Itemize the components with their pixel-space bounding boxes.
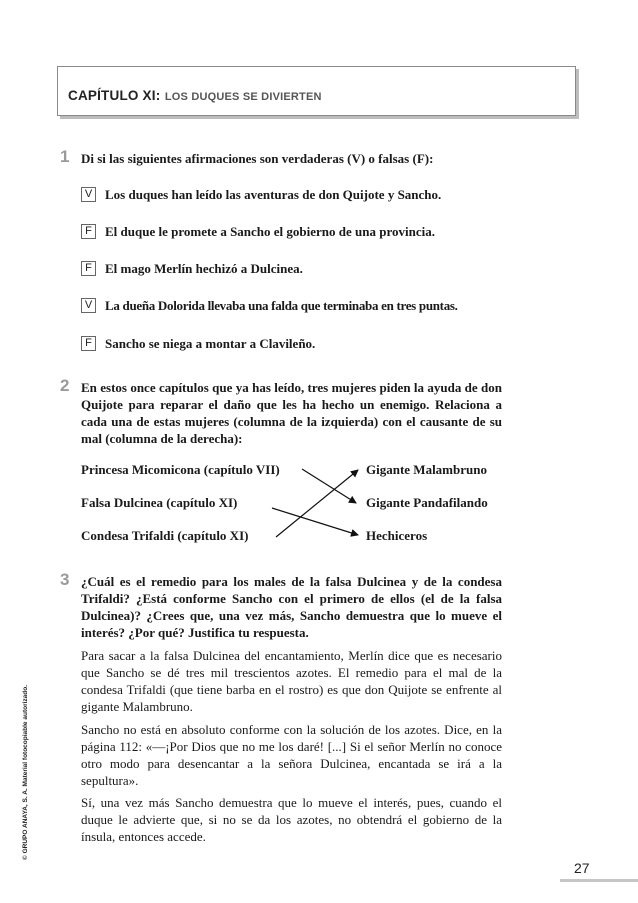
question-2-number: 2: [60, 376, 70, 395]
match-left-item: Falsa Dulcinea (capítulo XI): [81, 495, 238, 510]
tf-statement: Sancho se niega a montar a Clavileño.: [105, 336, 316, 351]
tf-answer-box: V: [81, 298, 96, 313]
answer-paragraph: Sancho no está en absoluto conforme con la solución de los azotes. Dice, en la página 112: «—¡Por Dios que no me los daré! [...] Si el señor Merlín no conoce otro modo para desencantar a la señora Dulcinea, encantada se irá a la sepultura».: [81, 722, 502, 788]
tf-statement: Los duques han leído las aventuras de don Quijote y Sancho.: [105, 187, 442, 202]
chapter-name: LOS DUQUES SE DIVIERTEN: [164, 91, 322, 103]
chapter-label: CAPÍTULO XI:: [68, 88, 161, 103]
match-arrow: [302, 469, 356, 503]
match-right-item: Gigante Pandafilando: [366, 495, 488, 510]
match-arrow: [276, 470, 358, 537]
answer-paragraph: Para sacar a la falsa Dulcinea del encantamiento, Merlín dice que es necesario que Sancho se dé tres mil trescientos azotes. El remedio para el mal de la condesa Trifaldi (que tiene barba en el rostro) es que don Quijote se enfrente al gigante Malambruno.: [81, 648, 502, 714]
question-3-number: 3: [60, 570, 70, 589]
copyright-notice: © GRUPO ANAYA, S. A. Material fotocopiable autorizado.: [22, 684, 29, 860]
question-3-prompt: ¿Cuál es el remedio para los males de la falsa Dulcinea y de la condesa Trifaldi? ¿Está conforme Sancho con el primero de ellos (el de la falsa Dulcinea)? ¿Crees que, una vez más, Sancho demuestra que lo mueve el interés? ¿Por qué? Justifica tu respuesta.: [81, 574, 502, 640]
tf-answer-box: F: [81, 336, 96, 351]
answer-paragraph: Sí, una vez más Sancho demuestra que lo mueve el interés, pues, cuando el duque le advierte que, si no se da los azotes, no obtendrá el gobierno de la ínsula, entonces accede.: [81, 795, 502, 844]
tf-answer-box: F: [81, 224, 96, 239]
tf-statement: El mago Merlín hechizó a Dulcinea.: [105, 261, 303, 276]
match-right-item: Hechiceros: [366, 528, 428, 543]
tf-answer-box: F: [81, 261, 96, 276]
match-arrow: [272, 508, 358, 535]
question-1-number: 1: [60, 147, 70, 166]
tf-answer-box: V: [81, 187, 96, 202]
question-2-prompt: En estos once capítulos que ya has leído, tres mujeres piden la ayuda de don Quijote para reparar el daño que les ha hecho un enemigo. Relaciona a cada una de estas mujeres (columna de la izquierda) con el causante de su mal (columna de la derecha):: [81, 380, 502, 446]
page-number-rule: [560, 879, 638, 882]
question-1-prompt: Di si las siguientes afirmaciones son verdaderas (V) o falsas (F):: [81, 151, 434, 166]
match-left-item: Princesa Micomicona (capítulo VII): [81, 462, 280, 477]
page-number: 27: [574, 860, 590, 876]
match-left-item: Condesa Trifaldi (capítulo XI): [81, 528, 249, 543]
tf-statement: La dueña Dolorida llevaba una falda que terminaba en tres puntas.: [105, 298, 458, 313]
tf-statement: El duque le promete a Sancho el gobierno de una provincia.: [105, 224, 435, 239]
match-right-item: Gigante Malambruno: [366, 462, 487, 477]
